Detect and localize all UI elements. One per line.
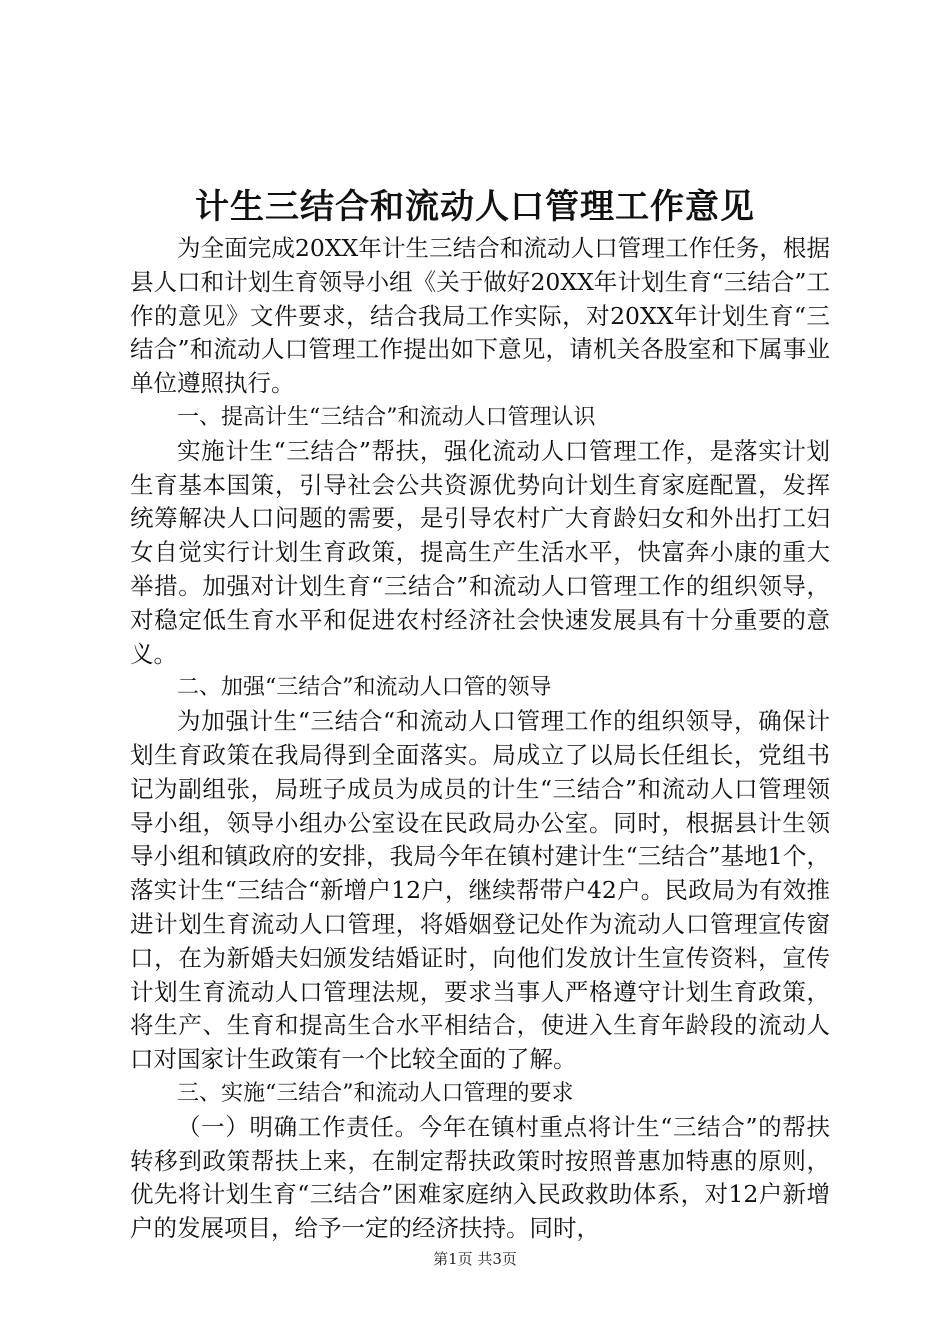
- document-title: 计生三结合和流动人口管理工作意见: [195, 187, 755, 227]
- section-3-paragraph: （一）明确工作责任。今年在镇村重点将计生“三结合”的帮扶转移到政策帮扶上来，在制定帮扶政策时按照普惠加特惠的原则，优先将计划生育“三结合”困难家庭纳入民政救助体系，对12户新增户的发展项目，给予一定的经济扶持。同时，: [130, 1112, 830, 1243]
- section-2-paragraph: 为加强计生“三结合“和流动人口管理工作的组织领导，确保计划生育政策在我局得到全面落实。局成立了以局长任组长，党组书记为副组张，局班子成员为成员的计生“三结合”和流动人口管理领导小组，领导小组办公室设在民政局办公室。同时，根据县计生领导小组和镇政府的安排，我局今年在镇村建计生“三结合”基地1个，落实计生“三结合“新增户12户，继续帮带户42户。民政局为有效推进计划生育流动人口管理，将婚姻登记处作为流动人口管理宣传窗口，在为新婚夫妇颁发结婚证时，向他们发放计生宣传资料，宣传计划生育流动人口管理法规，要求当事人严格遵守计划生育政策，将生产、生育和提高生合水平相结合，使进入生育年龄段的流动人口对国家计生政策有一个比较全面的了解。: [130, 707, 830, 1074]
- page-number-footer: 第1页 共3页: [433, 1250, 517, 1268]
- section-heading-2: 二、加强“三结合”和流动人口管的领导: [177, 675, 552, 701]
- section-heading-3: 三、实施“三结合”和流动人口管理的要求: [177, 1080, 574, 1106]
- section-heading-1: 一、提高计生“三结合”和流动人口管理认识: [177, 404, 596, 430]
- section-1-paragraph: 实施计生“三结合”帮扶，强化流动人口管理工作，是落实计划生育基本国策，引导社会公共资源优势向计划生育家庭配置，发挥统筹解决人口问题的需要，是引导农村广大育龄妇女和外出打工妇女自觉实行计划生育政策，提高生产生活水平，快富奔小康的重大举措。加强对计划生育“三结合”和流动人口管理工作的组织领导，对稳定低生育水平和促进农村经济社会快速发展具有十分重要的意义。: [130, 436, 830, 668]
- intro-paragraph: 为全面完成20XX年计生三结合和流动人口管理工作任务，根据县人口和计划生育领导小组《关于做好20XX年计划生育“三结合”工作的意见》文件要求，结合我局工作实际，对20XX年计划生育“三结合”和流动人口管理工作提出如下意见，请机关各股室和下属事业单位遵照执行。: [130, 234, 830, 398]
- document-body: [130, 232, 830, 1246]
